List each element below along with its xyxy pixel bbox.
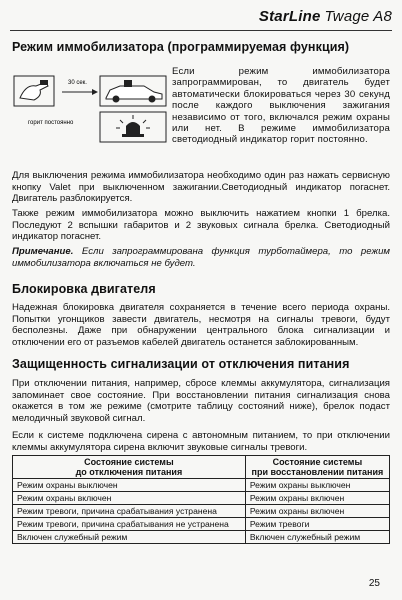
table-cell-after: Режим охраны включен — [245, 492, 389, 505]
model-name: Twage A8 — [324, 8, 392, 25]
table-cell-after: Режим тревоги — [245, 518, 389, 531]
table-cell-after: Включен служебный режим — [245, 531, 389, 544]
table-row — [13, 479, 390, 492]
key-hand-icon — [14, 76, 54, 106]
car-lock-icon — [100, 76, 166, 106]
table-cell-before: Режим тревоги, причина срабатывания не устранена — [13, 518, 246, 531]
power-protection-paragraph: При отключении питания, например, сбросе клеммы аккумулятора, сигнализация запоминает свое состояние. При восстановлении питания сигнализация снова окажется в том же режиме (смотрите таблицу состояний ниже), брелок подаст мелодичный звуковой сигнал. — [12, 378, 390, 424]
label-30sec: 30 сек. — [68, 80, 87, 86]
table-cell-before: Режим охраны выключен — [13, 479, 246, 492]
immobilizer-disable-paragraph: Для выключения режима иммобилизатора необходимо один раз нажать сервисную кнопку Valet при выключенном зажигании.Светодиодный индикатор погаснет. Двигатель разблокируется. — [12, 170, 390, 205]
table-cell-before: Включен служебный режим — [13, 531, 246, 544]
immobilizer-intro: Если режим иммобилизатора запрограммирован, то двигатель будет автоматически блокироваться через 30 секунд после каждого выключения зажигания независимо от того, включался режим охраны или нет. В режиме иммобилизатора светодиодный индикатор горит постоянно. — [172, 66, 390, 146]
arrow-icon — [62, 89, 98, 95]
immobilizer-figure — [12, 68, 170, 144]
table-header-after: Состояние системы при восстановлении питания — [245, 456, 389, 479]
table-header-before: Состояние системы до отключения питания — [13, 456, 246, 479]
label-lit-line: горит постоянно — [28, 120, 74, 126]
brand-header — [259, 8, 392, 25]
table-row — [13, 505, 390, 518]
table-cell-before: Режим тревоги, причина срабатывания устранена — [13, 505, 246, 518]
siren-paragraph: Если к системе подключена сирена с автономным питанием, то при отключении клеммы аккумулятора сирена включит звуковые сигналы тревоги. — [12, 430, 390, 453]
table-cell-after: Режим охраны включен — [245, 505, 389, 518]
note-text: Если запрограммирована функция турботаймера, то режим иммобилизатора включаться не будет. — [12, 246, 390, 269]
table-row — [13, 492, 390, 505]
table-row — [13, 531, 390, 544]
table-row — [13, 518, 390, 531]
table-header-row — [13, 456, 390, 479]
brand-name: StarLine — [258, 8, 321, 25]
table-cell-before: Режим охраны включен — [13, 492, 246, 505]
page-number: 25 — [368, 578, 380, 589]
power-state-table — [12, 455, 390, 544]
note-label: Примечание. — [12, 246, 74, 257]
header-rule — [10, 30, 392, 31]
section-title-power-protection: Защищенность сигнализации от отключения питания — [12, 357, 350, 371]
led-lit-icon — [100, 112, 166, 142]
immobilizer-remote-paragraph: Также режим иммобилизатора можно выключить нажатием кнопки 1 брелка. Последуют 2 вспышки габаритов и 2 звуковых сигнала брелка. Светодиодный индикатор погаснет. — [12, 208, 390, 243]
engine-block-paragraph: Надежная блокировка двигателя сохраняется в течение всего периода охраны. Попытки угонщиков завести двигатель, несмотря на сигналы тревоги, будут бесполезны. Даже при обнаружении центрального блока сигнализации и отключении его от разъемов кабелей двигатель останется заблокированным. — [12, 302, 390, 348]
section-title-engine-block: Блокировка двигателя — [12, 282, 156, 296]
table-cell-after: Режим охраны выключен — [245, 479, 389, 492]
section-title-immobilizer: Режим иммобилизатора (программируемая функция) — [12, 40, 350, 54]
immobilizer-note — [12, 246, 390, 269]
